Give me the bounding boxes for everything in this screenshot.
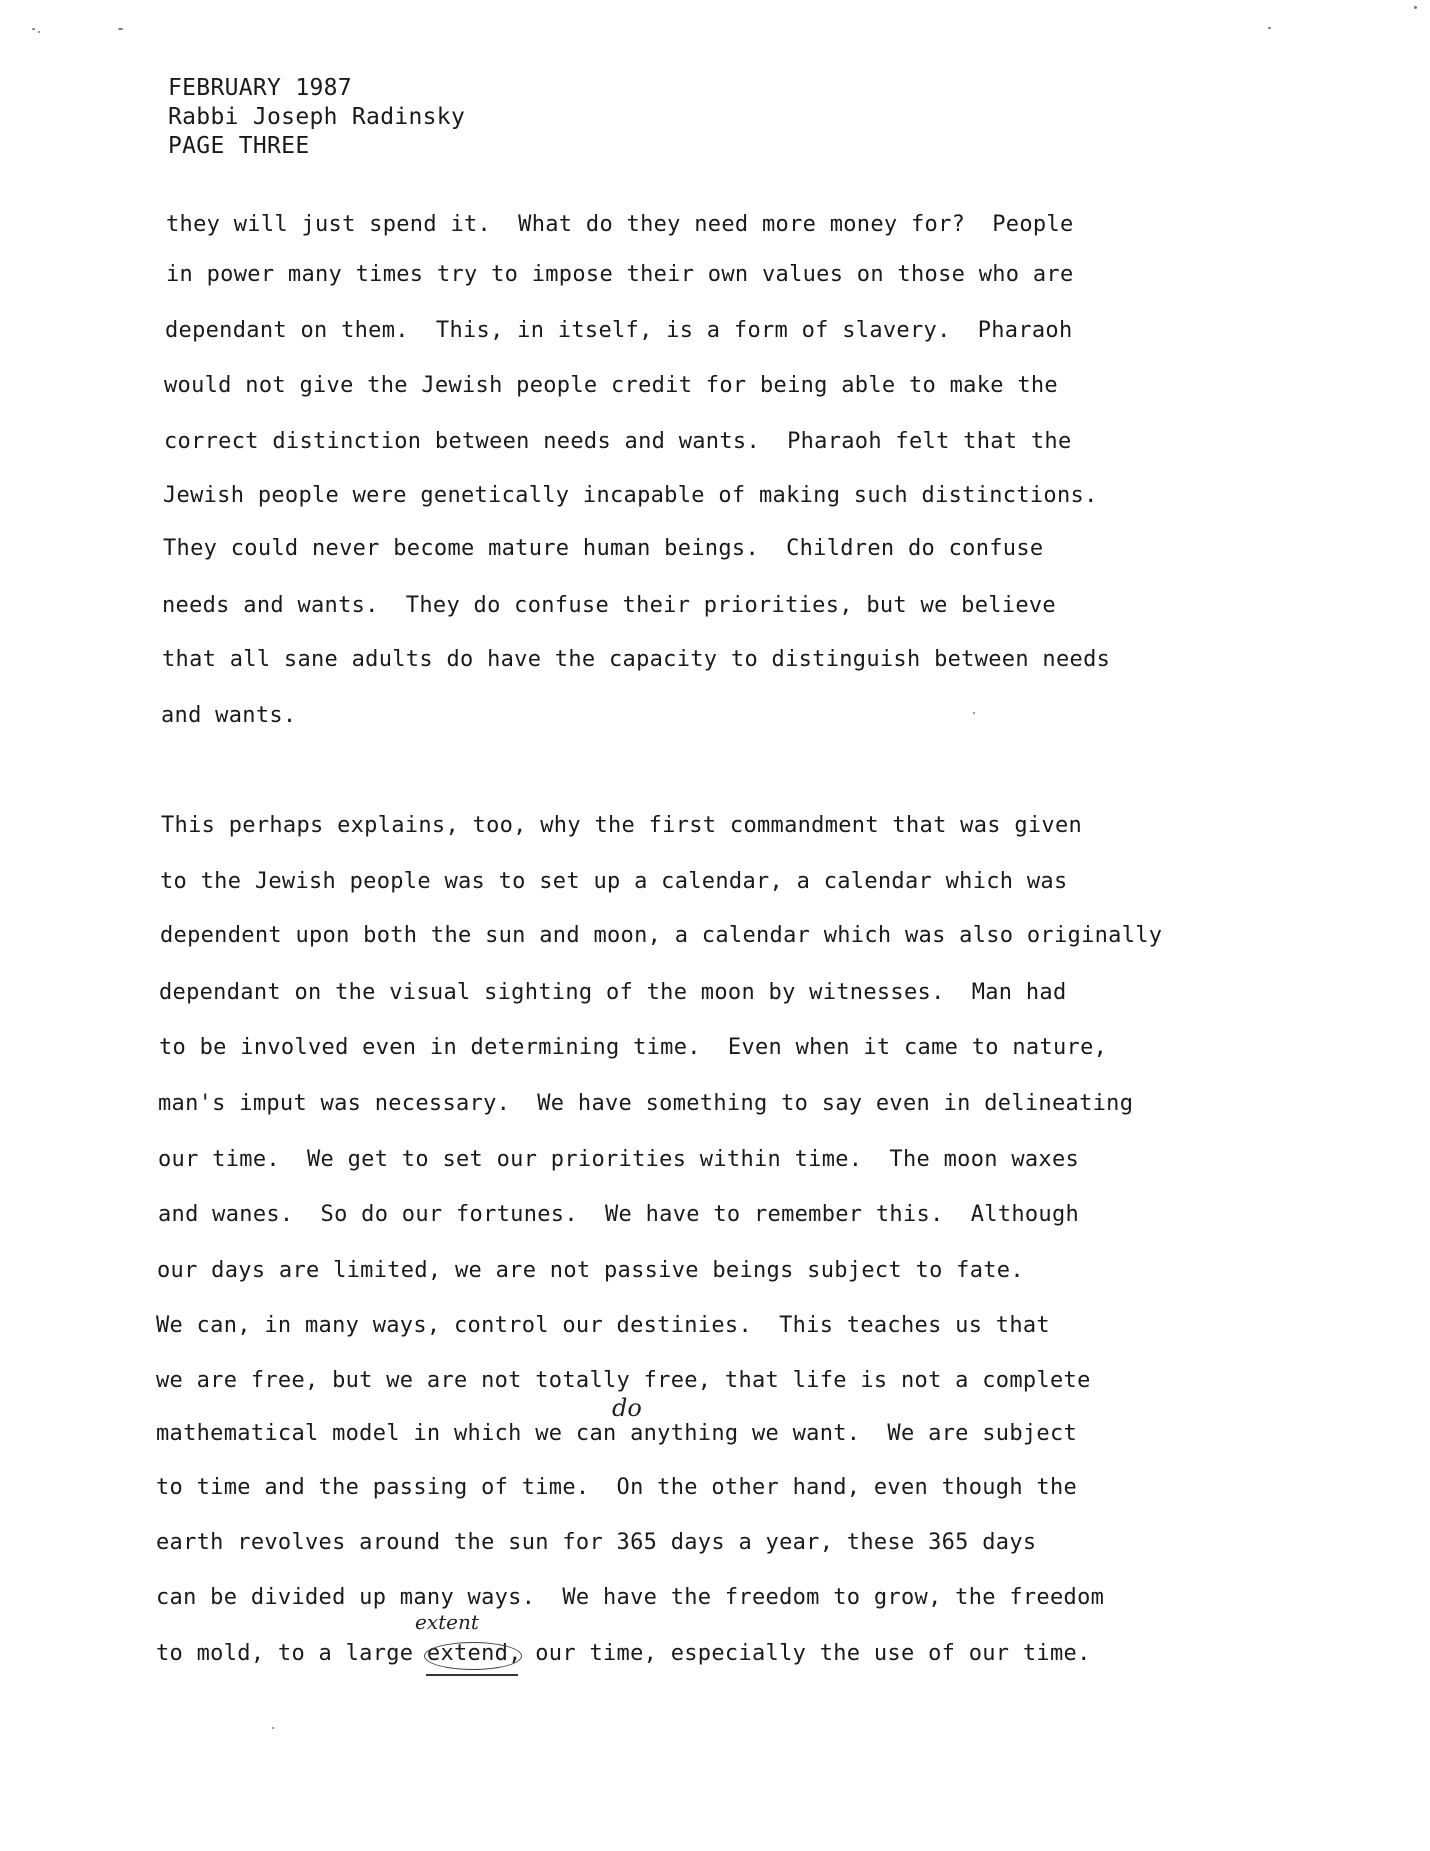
handwritten-correction-extent: extent bbox=[415, 1610, 479, 1634]
text-line: to the Jewish people was to set up a calendar, a calendar which was bbox=[160, 869, 1068, 894]
scan-speck bbox=[38, 31, 40, 33]
text-line: They could never become mature human beings. Children do confuse bbox=[163, 536, 1044, 561]
header-author: Rabbi Joseph Radinsky bbox=[168, 104, 466, 130]
correction-underline bbox=[426, 1674, 518, 1676]
scan-speck bbox=[32, 28, 35, 30]
scan-speck bbox=[272, 1727, 274, 1729]
text-line: in power many times try to impose their own values on those who are bbox=[166, 262, 1074, 287]
scan-speck bbox=[1414, 6, 1417, 9]
text-line: to time and the passing of time. On the other hand, even though the bbox=[156, 1475, 1078, 1500]
correction-circle bbox=[424, 1642, 522, 1670]
text-line: dependent upon both the sun and moon, a calendar which was also originally bbox=[160, 923, 1163, 948]
text-line: to mold, to a large extend, our time, especially the use of our time. bbox=[156, 1641, 1091, 1666]
text-line: dependant on the visual sighting of the moon by witnesses. Man had bbox=[159, 980, 1067, 1005]
text-line: earth revolves around the sun for 365 days a year, these 365 days bbox=[156, 1530, 1037, 1555]
text-line: dependant on them. This, in itself, is a form of slavery. Pharaoh bbox=[165, 318, 1073, 343]
header-date: FEBRUARY 1987 bbox=[168, 75, 352, 101]
text-line: needs and wants. They do confuse their priorities, but we believe bbox=[162, 593, 1056, 618]
scan-speck bbox=[1268, 27, 1271, 29]
text-line: that all sane adults do have the capacity to distinguish between needs bbox=[162, 647, 1111, 672]
text-line: correct distinction between needs and wants. Pharaoh felt that the bbox=[164, 429, 1072, 454]
text-line: This perhaps explains, too, why the first commandment that was given bbox=[161, 813, 1083, 838]
text-line: man's imput was necessary. We have something to say even in delineating bbox=[158, 1091, 1134, 1116]
text-line: We can, in many ways, control our destinies. This teaches us that bbox=[156, 1313, 1050, 1338]
text-line: our days are limited, we are not passive beings subject to fate. bbox=[157, 1258, 1024, 1283]
text-line: we are free, but we are not totally free, that life is not a complete bbox=[156, 1368, 1091, 1393]
text-line: Jewish people were genetically incapable of making such distinctions. bbox=[163, 483, 1098, 508]
text-line: and wants. bbox=[161, 703, 297, 728]
text-line: to be involved even in determining time. Even when it came to nature, bbox=[159, 1035, 1108, 1060]
handwritten-insert-do: do bbox=[612, 1394, 642, 1422]
scan-speck bbox=[118, 28, 123, 30]
text-line: and wanes. So do our fortunes. We have to remember this. Although bbox=[158, 1202, 1080, 1227]
text-line: would not give the Jewish people credit for being able to make the bbox=[164, 373, 1058, 398]
text-line: they will just spend it. What do they need more money for? People bbox=[166, 212, 1074, 237]
header-page: PAGE THREE bbox=[168, 133, 310, 159]
text-line: our time. We get to set our priorities within time. The moon waxes bbox=[158, 1147, 1080, 1172]
text-line: mathematical model in which we can anything we want. We are subject bbox=[156, 1421, 1078, 1446]
scan-speck bbox=[973, 712, 975, 714]
text-line: can be divided up many ways. We have the freedom to grow, the freedom bbox=[156, 1585, 1105, 1610]
